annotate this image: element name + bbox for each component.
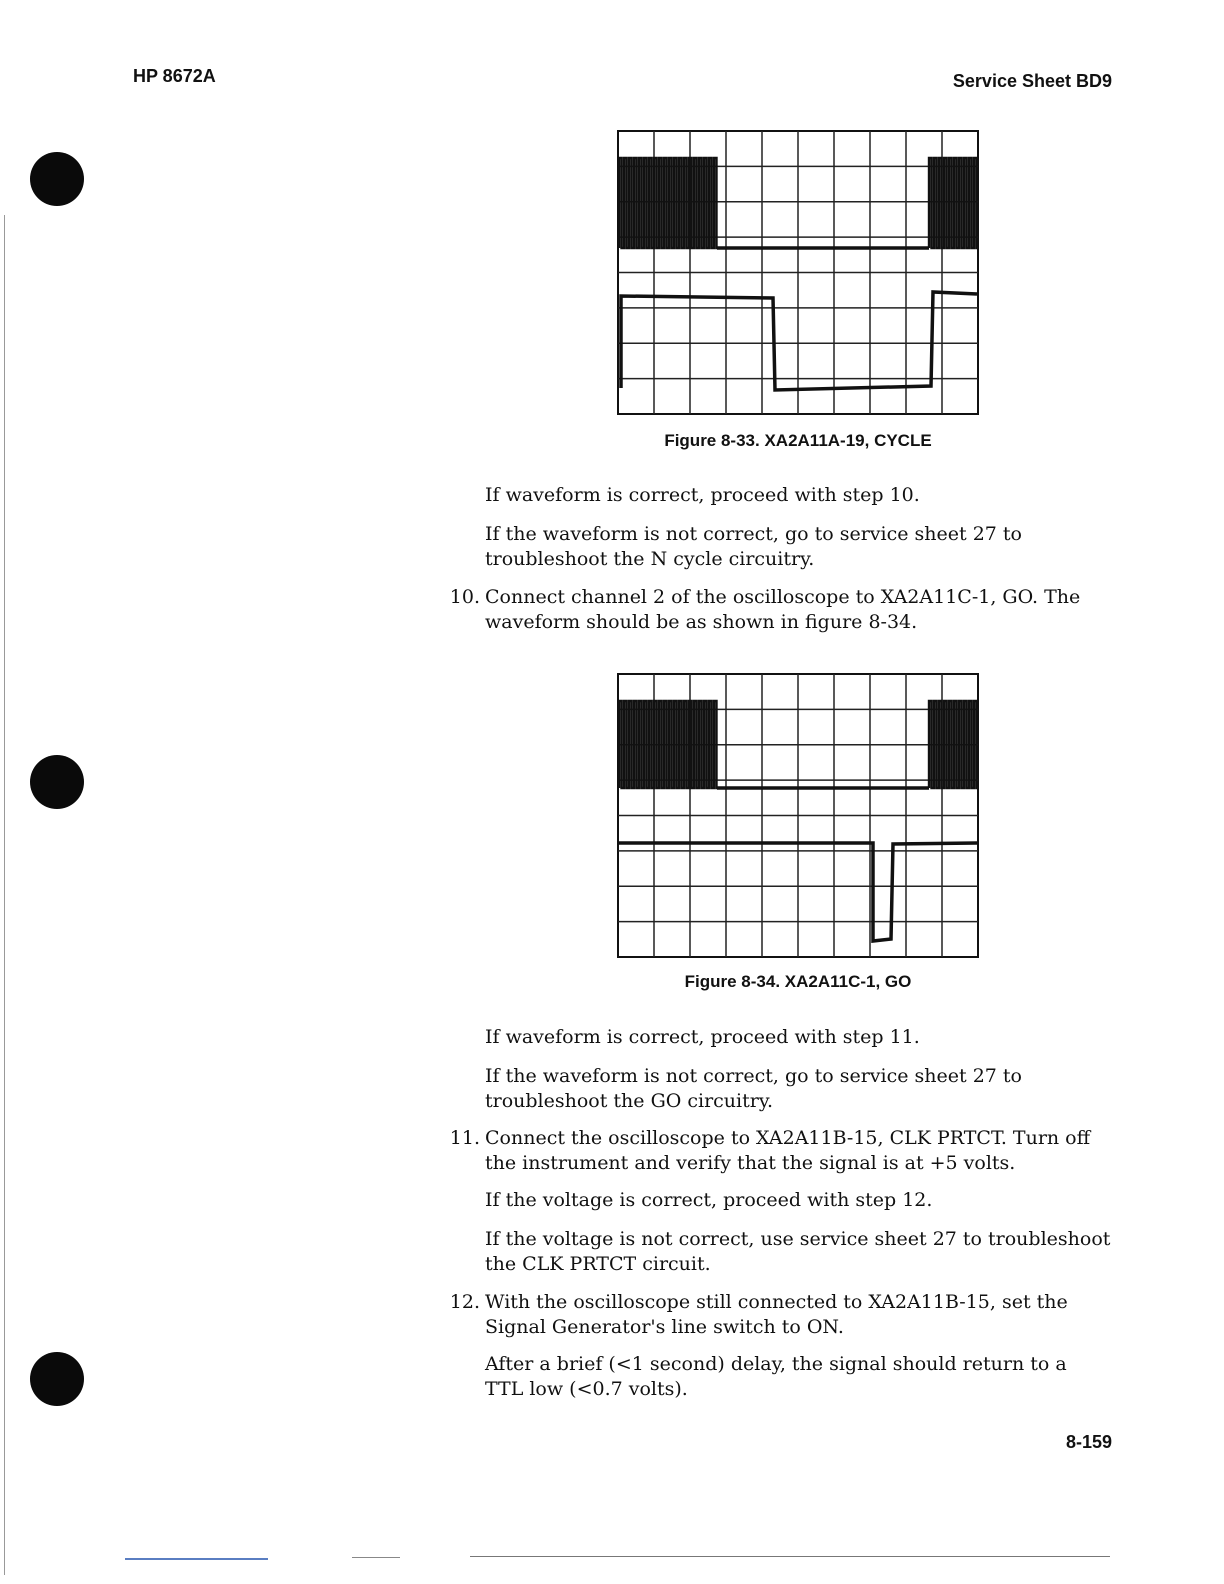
paragraph-ttl-low-return: After a brief (<1 second) delay, the signal should return to a TTL low (<0.7 volts). [485,1353,1067,1400]
clock-burst-trace [619,701,719,788]
paragraph-clk-prtct-troubleshoot: If the voltage is not correct, use service sheet 27 to troubleshoot the CLK PRTCT circuit. [485,1228,1111,1275]
clock-burst-trace [929,701,979,788]
step-12-text: With the oscilloscope still connected to XA2A11B-15, set the Signal Generator's line switch to ON. [485,1291,1068,1338]
oscilloscope-display-fig-8-33 [617,130,979,415]
binder-hole-middle [30,755,84,809]
manual-model-header: HP 8672A [133,66,216,86]
step-number-11: 11. [449,1127,480,1149]
clock-burst-trace [929,158,979,248]
step-10-text: Connect channel 2 of the oscilloscope to XA2A11C-1, GO. The waveform should be as shown in figure 8-34. [485,586,1081,633]
paragraph-n-cycle-troubleshoot: If the waveform is not correct, go to service sheet 27 to troubleshoot the N cycle circuitry. [485,523,1022,570]
channel2-cycle-trace [621,292,977,390]
binder-hole-bottom [30,1352,84,1406]
oscilloscope-display-fig-8-34 [617,673,979,958]
paragraph-step10-proceed: If waveform is correct, proceed with step 10. [485,484,920,506]
step-number-12: 12. [449,1291,480,1313]
paragraph-step12-proceed: If the voltage is correct, proceed with step 12. [485,1189,933,1211]
footer-rule-left [125,1558,268,1560]
figure-caption-8-34: Figure 8-34. XA2A11C-1, GO [684,972,912,991]
service-sheet-header: Service Sheet BD9 [952,71,1112,91]
binder-hole-top [30,152,84,206]
left-margin-line [4,215,5,1575]
page-number: 8-159 [1065,1432,1112,1452]
clock-burst-trace [619,158,719,248]
footer-rule-right [470,1556,1110,1557]
step-number-10: 10. [449,586,480,608]
step-11-text: Connect the oscilloscope to XA2A11B-15, CLK PRTCT. Turn off the instrument and verify that the signal is at +5 volts. [485,1127,1091,1174]
paragraph-step11-proceed: If waveform is correct, proceed with step 11. [485,1026,920,1048]
footer-rule-middle [352,1557,400,1558]
paragraph-go-troubleshoot: If the waveform is not correct, go to service sheet 27 to troubleshoot the GO circuitry. [485,1065,1022,1112]
figure-caption-8-33: Figure 8-33. XA2A11A-19, CYCLE [664,431,932,450]
